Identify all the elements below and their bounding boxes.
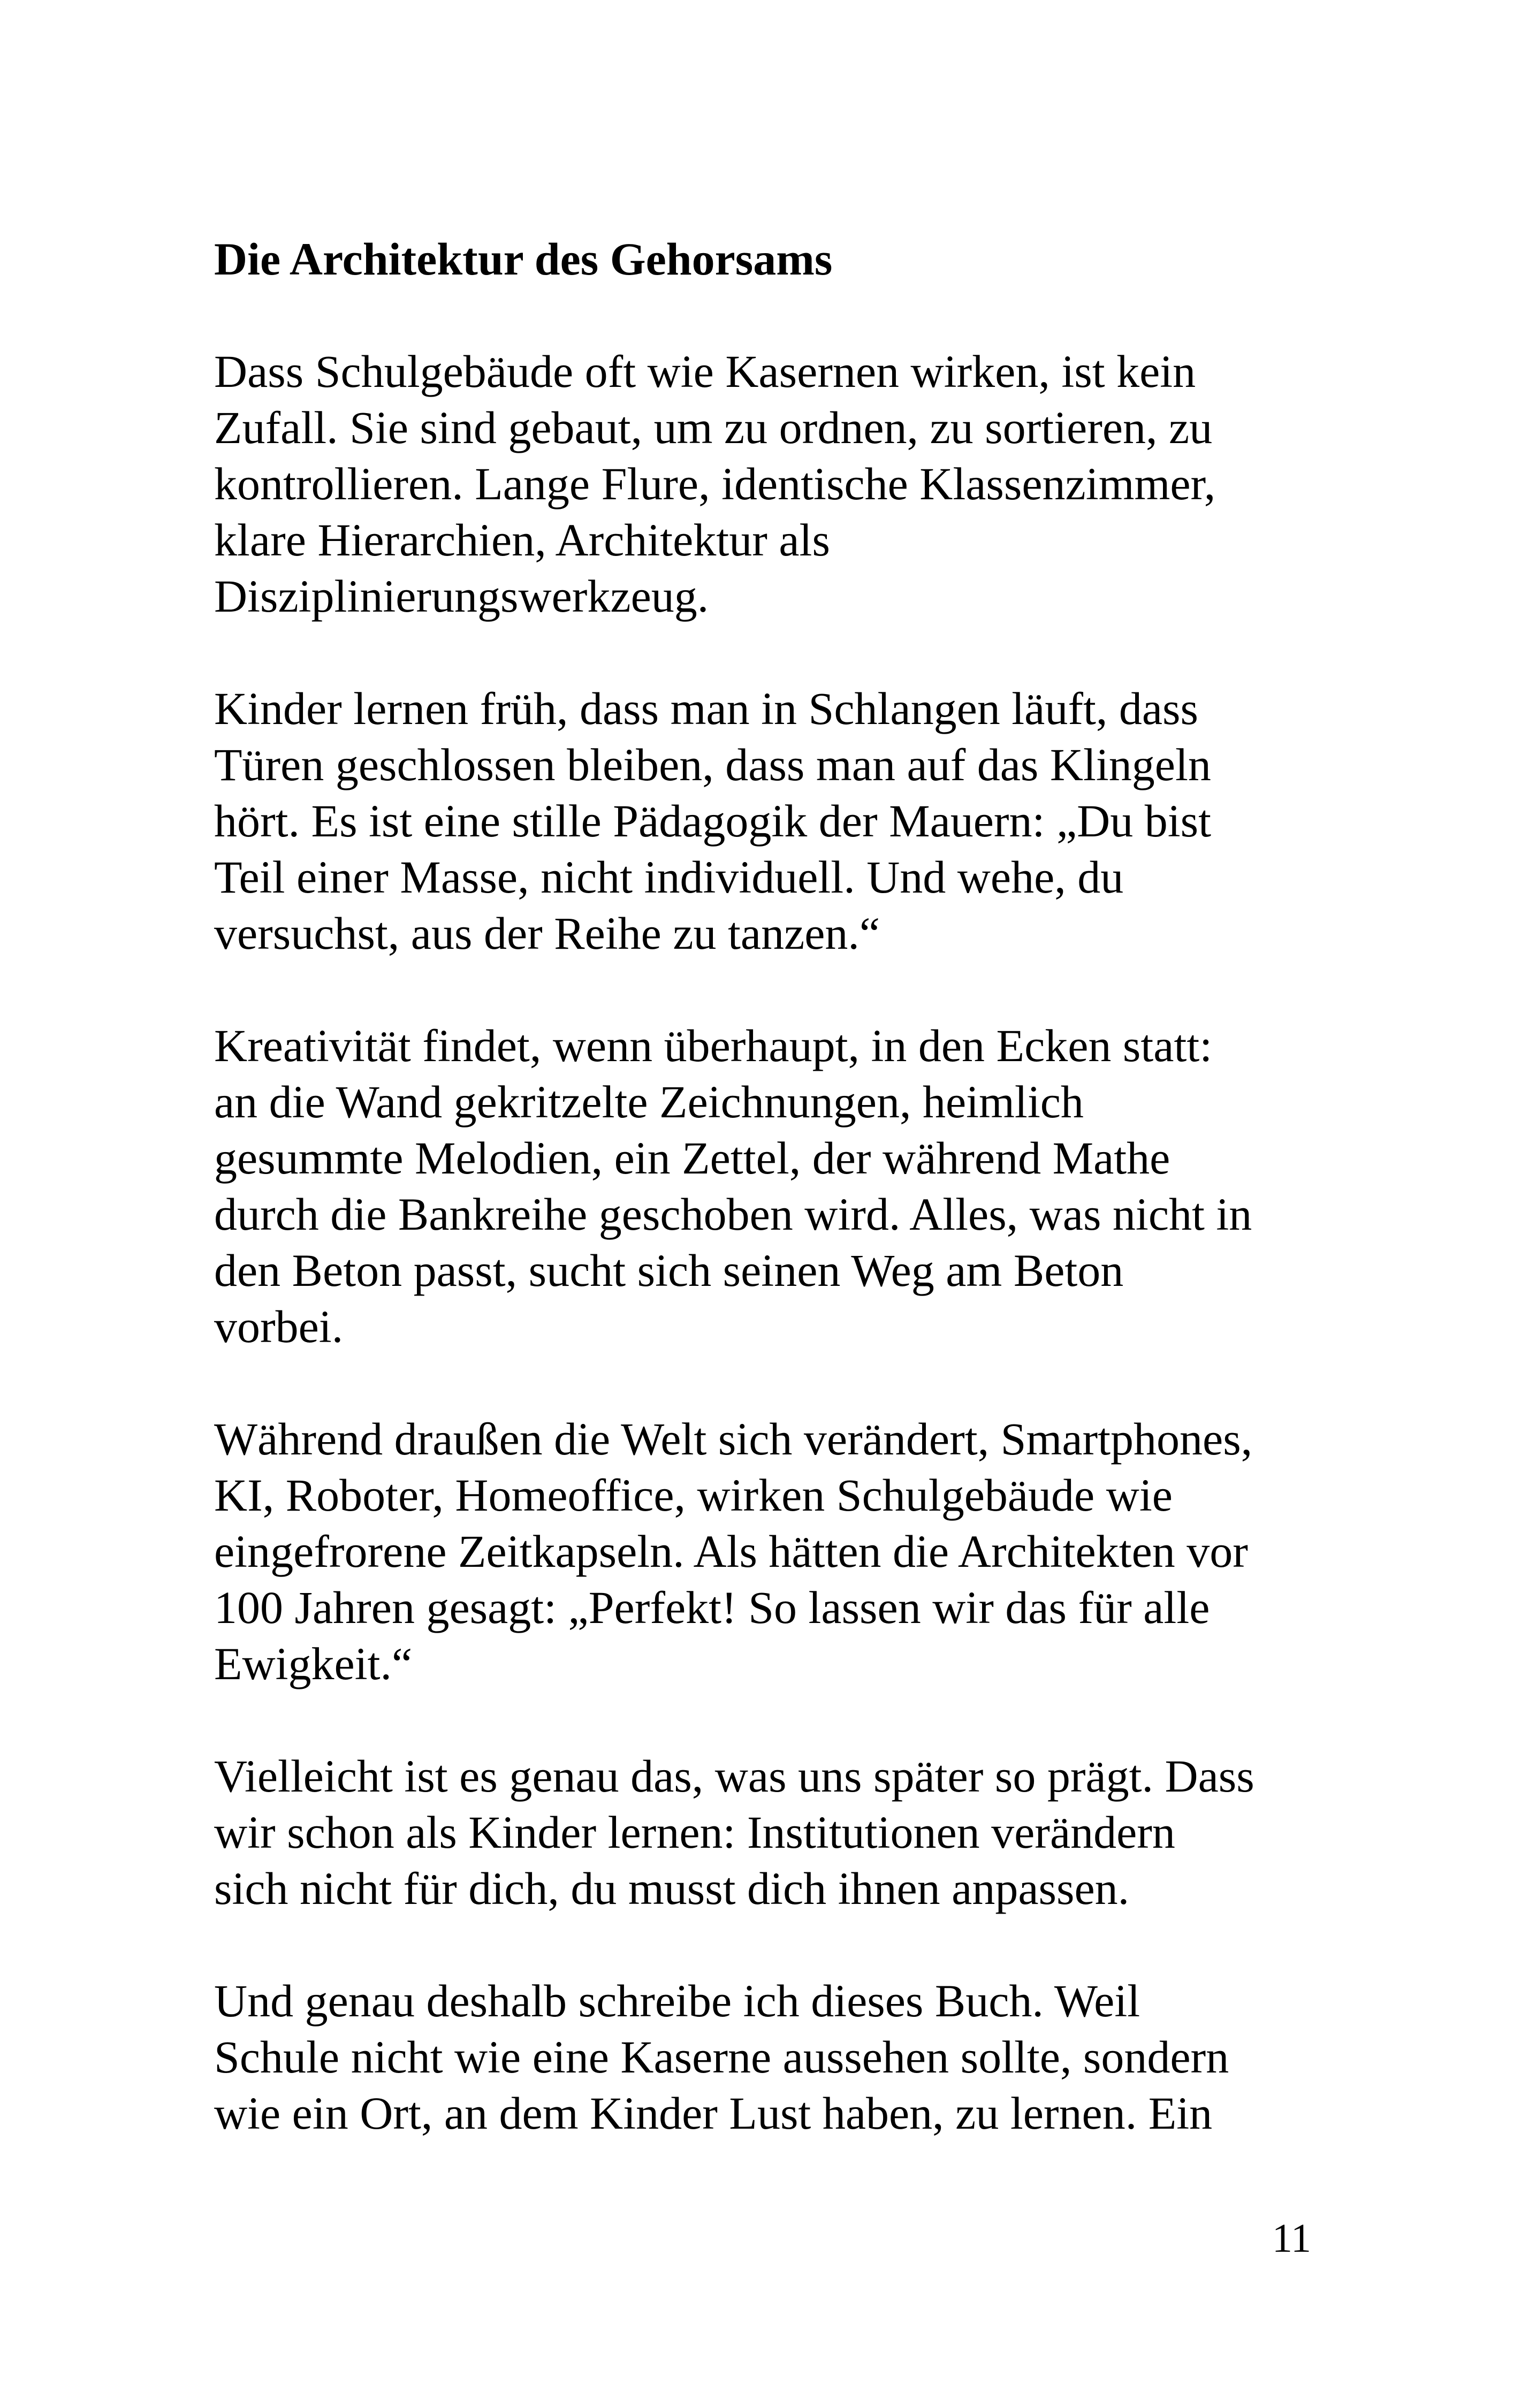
paragraph	[214, 681, 1317, 962]
text-line: KI, Roboter, Homeoffice, wirken Schulgebäude wie	[214, 1469, 1173, 1521]
page-content	[214, 231, 1317, 2198]
paragraph	[214, 1973, 1317, 2142]
text-line: 100 Jahren gesagt: „Perfekt! So lassen wir das für alle	[214, 1582, 1210, 1633]
text-line: Zufall. Sie sind gebaut, um zu ordnen, zu sortieren, zu	[214, 402, 1213, 453]
paragraph	[214, 1748, 1317, 1917]
text-line: vorbei.	[214, 1301, 344, 1352]
text-line: Schule nicht wie eine Kaserne aussehen sollte, sondern	[214, 2031, 1229, 2083]
page-number: 11	[1272, 2216, 1311, 2261]
text-line: gesummte Melodien, ein Zettel, der während Mathe	[214, 1132, 1170, 1184]
text-line: Kinder lernen früh, dass man in Schlangen läuft, dass	[214, 683, 1198, 734]
text-line: Türen geschlossen bleiben, dass man auf das Klingeln	[214, 739, 1211, 790]
text-line: Kreativität findet, wenn überhaupt, in den Ecken statt:	[214, 1020, 1213, 1071]
text-line: den Beton passt, sucht sich seinen Weg am Beton	[214, 1245, 1124, 1296]
text-line: kontrollieren. Lange Flure, identische Klassenzimmer,	[214, 458, 1216, 509]
text-line: Während draußen die Welt sich verändert, Smartphones,	[214, 1413, 1253, 1465]
text-line: durch die Bankreihe geschoben wird. Alles, was nicht in	[214, 1188, 1252, 1240]
text-line: klare Hierarchien, Architektur als	[214, 514, 830, 566]
text-line: versuchst, aus der Reihe zu tanzen.“	[214, 908, 880, 959]
text-line: an die Wand gekritzelte Zeichnungen, heimlich	[214, 1076, 1084, 1127]
text-line: Dass Schulgebäude oft wie Kasernen wirken, ist kein	[214, 346, 1196, 397]
text-line: wir schon als Kinder lernen: Institutionen verändern	[214, 1807, 1175, 1858]
text-line: sich nicht für dich, du musst dich ihnen anpassen.	[214, 1863, 1130, 1914]
text-line: Teil einer Masse, nicht individuell. Und wehe, du	[214, 851, 1124, 903]
paragraph	[214, 344, 1317, 624]
chapter-heading: Die Architektur des Gehorsams	[214, 233, 833, 285]
paragraph	[214, 1018, 1317, 1355]
paragraph	[214, 1411, 1317, 1692]
text-line: Ewigkeit.“	[214, 1638, 413, 1689]
text-line: wie ein Ort, an dem Kinder Lust haben, zu lernen. Ein	[214, 2087, 1213, 2139]
text-line: Vielleicht ist es genau das, was uns später so prägt. Dass	[214, 1750, 1254, 1802]
text-line: hört. Es ist eine stille Pädagogik der Mauern: „Du bist	[214, 795, 1211, 847]
text-line: eingefrorene Zeitkapseln. Als hätten die Architekten vor	[214, 1526, 1248, 1577]
text-line: Disziplinierungswerkzeug.	[214, 570, 709, 622]
text-line: Und genau deshalb schreibe ich dieses Buch. Weil	[214, 1975, 1140, 2026]
